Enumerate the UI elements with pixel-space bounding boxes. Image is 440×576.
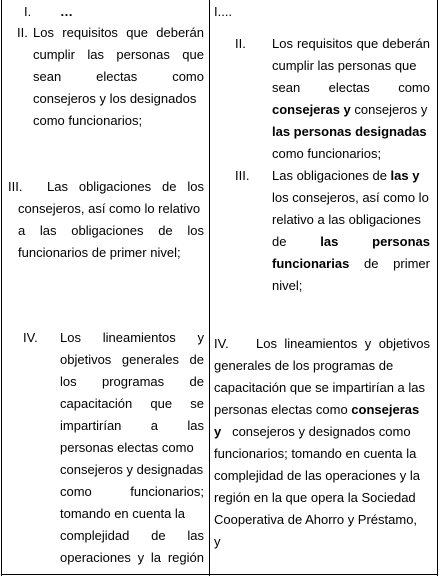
right-item4-line: complejidad de las operaciones y la (214, 468, 420, 483)
left-item2-line: consejeros y los designados (33, 91, 197, 106)
right-item2-line: consejeras y consejeros y (272, 102, 428, 117)
column-divider (209, 0, 210, 576)
right-item4-line: capacitación que se impartirían a las (214, 380, 426, 395)
right-item4-number: IV. (214, 336, 229, 351)
right-item4-line: y (214, 534, 221, 549)
left-item2-line: sean electas como (33, 69, 204, 84)
right-item2-number: II. (235, 36, 246, 51)
right-item3-line: Las obligaciones de las y (272, 168, 420, 183)
right-item3-line: relativo a las obligaciones (272, 212, 421, 227)
table-border-left (1, 0, 2, 576)
right-item4-line: Cooperativa de Ahorro y Préstamo, (214, 512, 418, 527)
right-item3-line: de las personas (272, 234, 430, 249)
left-item3-line: a las obligaciones de los (18, 223, 204, 238)
left-item2-line: Los requisitos que deberán (33, 25, 204, 40)
right-item2-line: Los requisitos que deberán (272, 36, 430, 51)
right-item2-line: sean electas como (272, 80, 430, 95)
left-item4-line: los programas de (60, 374, 204, 389)
left-item3-number: III. (8, 179, 23, 194)
table-border-bottom (1, 574, 438, 575)
right-item4-line: Los lineamientos y objetivos (256, 336, 430, 351)
left-item3-line: consejeros, así como lo relativo (18, 201, 201, 216)
left-item2-number: II. (17, 25, 28, 40)
table-border-right (437, 0, 438, 576)
left-item4-line: objetivos generales de (60, 352, 204, 367)
right-item2-line: como funcionarios; (272, 146, 382, 161)
right-item4-line: personas electas como consejeras (214, 402, 420, 417)
right-item4-line: generales de los programas de (214, 358, 394, 373)
right-item2-line: cumplir las personas que (272, 58, 417, 73)
right-item4-line: y consejeros y designados como (214, 424, 411, 439)
right-item3-line: los consejeros, así como lo (272, 190, 429, 205)
left-item2-line: cumplir las personas que (33, 47, 204, 62)
right-item3-number: III. (235, 168, 250, 183)
left-item4-line: operaciones y la región (60, 550, 204, 565)
left-item3-line: funcionarios de primer nivel; (18, 245, 181, 260)
left-item3-line: Las obligaciones de los (47, 179, 204, 194)
right-item4-line: funcionarios; tomando en cuenta la (214, 446, 417, 461)
left-item4-line: impartirían a las (60, 418, 204, 433)
right-item3-line: funcionarias de primer (272, 256, 430, 271)
left-item4-line: complejidad de las (60, 528, 204, 543)
right-item1-text: I.... (214, 4, 233, 19)
left-item1-text: … (60, 4, 73, 19)
right-item4-line: región en la que opera la Sociedad (214, 490, 416, 505)
left-item4-line: consejeros y designadas (60, 462, 204, 477)
right-item2-line: las personas designadas (272, 124, 427, 139)
left-item4-line: personas electas como (60, 440, 194, 455)
left-item4-line: como funcionarios; (60, 484, 204, 499)
left-item4-line: capacitación que se (60, 396, 204, 411)
left-item4-number: IV. (23, 330, 38, 345)
right-item3-line: nivel; (272, 278, 303, 293)
left-item4-line: Los lineamientos y (60, 330, 204, 345)
left-item4-line: tomando en cuenta la (60, 506, 186, 521)
left-item2-line: como funcionarios; (33, 113, 143, 128)
left-item1-number: I. (24, 4, 32, 19)
